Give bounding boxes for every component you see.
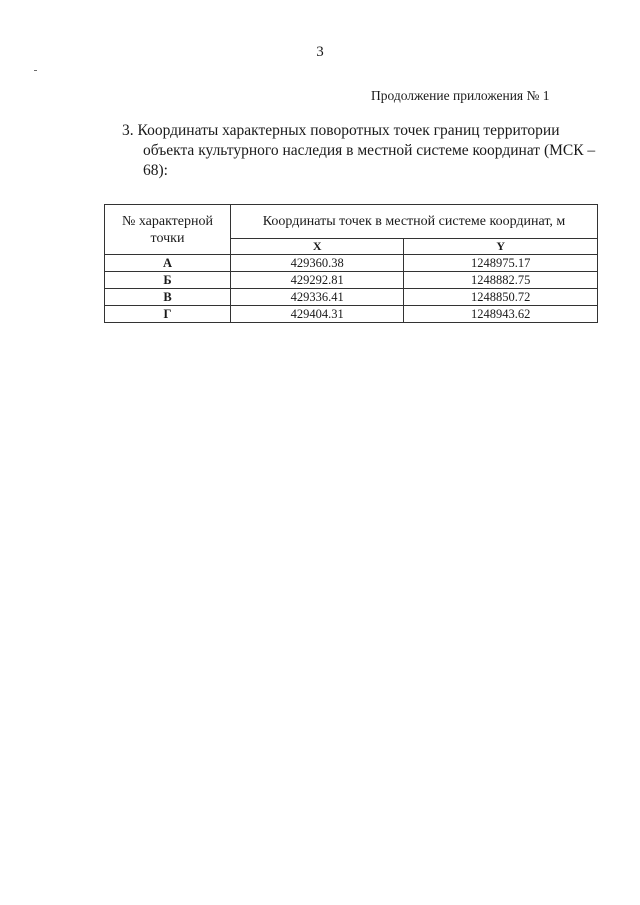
table-row <box>105 272 598 289</box>
y-value: 1248850.72 <box>404 289 598 306</box>
x-value: 429404.31 <box>231 306 404 323</box>
point-label: В <box>105 289 231 306</box>
section-heading-line: 3. Координаты характерных поворотных точек границ территории <box>122 122 560 139</box>
point-label: А <box>105 255 231 272</box>
x-value: 429292.81 <box>231 272 404 289</box>
section-heading-line: 68): <box>143 162 168 179</box>
section-heading <box>122 121 596 181</box>
y-value: 1248975.17 <box>404 255 598 272</box>
appendix-continuation-label: Продолжение приложения № 1 <box>371 88 550 103</box>
y-value: 1248943.62 <box>404 306 598 323</box>
column-header-y: Y <box>404 239 598 255</box>
scan-speck <box>34 70 37 71</box>
x-value: 429336.41 <box>231 289 404 306</box>
table-row <box>105 289 598 306</box>
column-header-point: № характерной точки <box>105 205 231 255</box>
table-row <box>105 306 598 323</box>
column-header-x: X <box>231 239 404 255</box>
table-row <box>105 255 598 272</box>
coordinates-table <box>104 204 598 323</box>
point-label: Б <box>105 272 231 289</box>
page-number: 3 <box>316 44 324 60</box>
point-label: Г <box>105 306 231 323</box>
y-value: 1248882.75 <box>404 272 598 289</box>
x-value: 429360.38 <box>231 255 404 272</box>
column-header-coordinates: Координаты точек в местной системе координат, м <box>231 205 598 239</box>
section-heading-line: объекта культурного наследия в местной системе координат (МСК – <box>143 142 596 159</box>
